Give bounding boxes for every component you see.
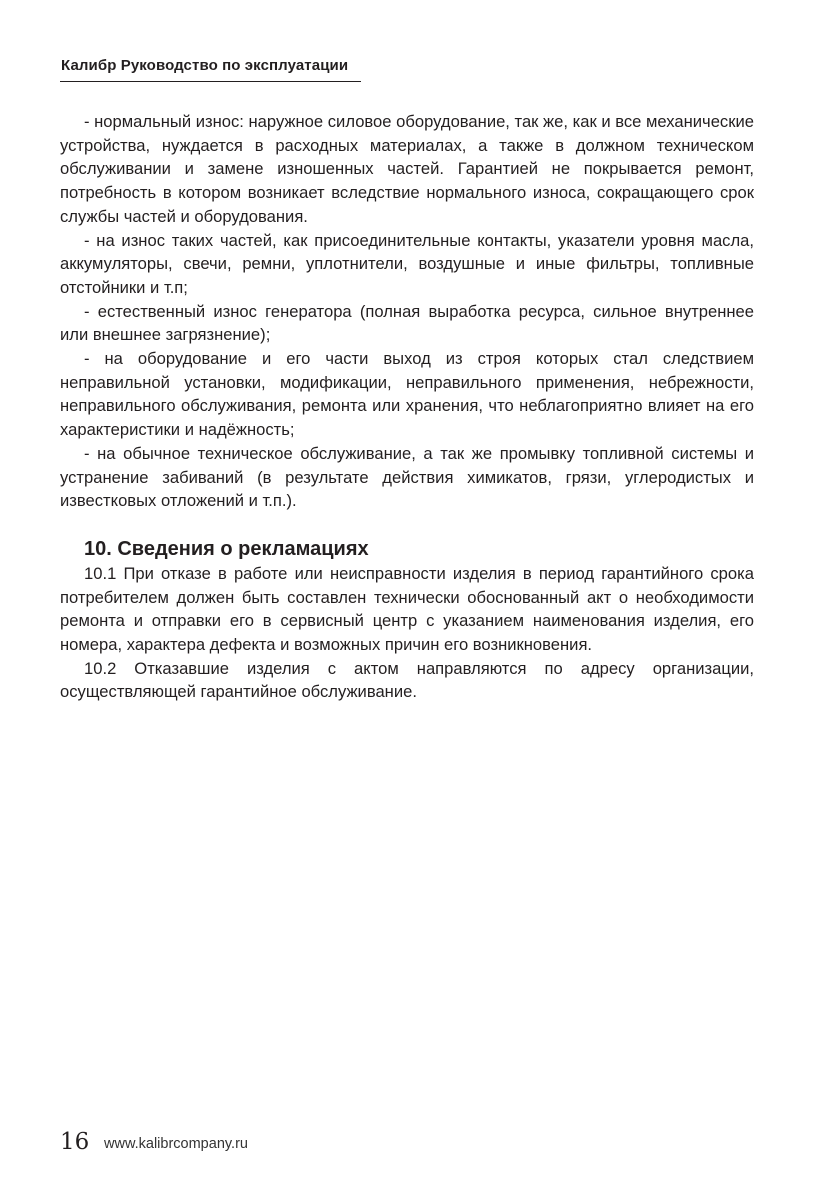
warranty-exclusion-paragraph: - на оборудование и его части выход из строя которых стал следствием неправильной установки, модификации, неправильного применения, небрежности, неправильного обслуживания, ремонта или хранения, что неблагоприятно влияет на его характеристики и надёжность; xyxy=(60,349,754,440)
warranty-exclusion-paragraph: - на обычное техническое обслуживание, а так же промывку топливной системы и устранение забиваний (в результате действия химикатов, грязи, углеродистых и известковых отложений и т.п.). xyxy=(60,443,754,511)
claims-paragraph: 10.1 При отказе в работе или неисправности изделия в период гарантийного срока потребителем должен быть составлен технически обоснованный акт о необходимости ремонта и отправки его в сервисный центр с указанием наименования изделия, его номера, характера дефекта и возможных причин его возникновения. xyxy=(60,563,754,655)
header-divider xyxy=(60,81,361,82)
warranty-exclusion-paragraph: - естественный износ генератора (полная выработка ресурса, сильное внутреннее или внешнее загрязнение); xyxy=(60,301,754,345)
claims-paragraph: 10.2 Отказавшие изделия с актом направляются по адресу организации, осуществляющей гарантийное обслуживание. xyxy=(60,658,754,702)
page-body xyxy=(60,110,754,704)
warranty-exclusion-paragraph: - нормальный износ: наружное силовое оборудование, так же, как и все механические устройства, нуждается в расходных материалах, а также в должном техническом обслуживании и замене изношенных частей. Гарантией не покрывается ремонт, потребность в котором возникает вследствие нормального износа, сокращающего срок службы частей и оборудования. xyxy=(60,112,754,226)
footer-url: www.kalibrcompany.ru xyxy=(104,1136,248,1152)
warranty-exclusion-paragraph: - на износ таких частей, как присоединительные контакты, указатели уровня масла, аккумуляторы, свечи, ремни, уплотнители, воздушные и иные фильтры, топливные отстойники и т.п; xyxy=(60,230,754,297)
section-title: 10. Сведения о рекламациях xyxy=(84,537,369,560)
document-header-title: Калибр Руководство по эксплуатации xyxy=(61,57,349,74)
page-number: 16 xyxy=(60,1129,90,1155)
